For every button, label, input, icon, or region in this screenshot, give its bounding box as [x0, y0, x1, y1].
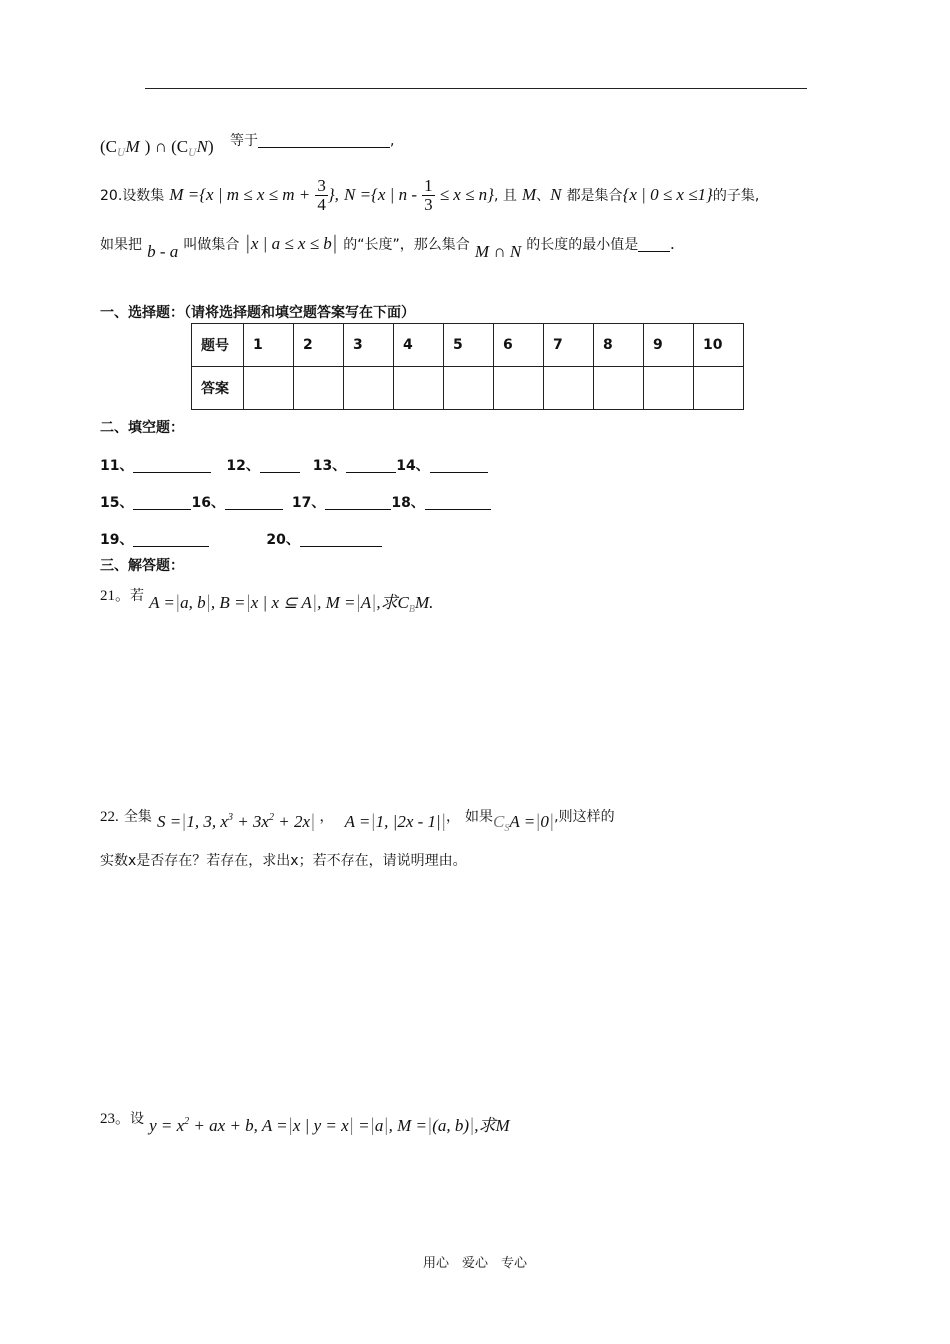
question-21: 21。若 A =|a, b|, B =|x | x ⊆ A|, M =|A|,求$C_BM$. — [100, 588, 434, 615]
fill-row-2: 15、 16、 17、 18、 — [100, 492, 491, 512]
fill-blank-12[interactable] — [260, 458, 300, 473]
fill-blank-11[interactable] — [133, 458, 211, 473]
table-number: 8 — [594, 324, 644, 367]
q20-line2: 如果把 b - a 叫做集合 |x | a ≤ x ≤ b| 的“长度”，那么集合 M ∩ N 的长度的最小值是 . — [100, 232, 675, 261]
answer-cell[interactable] — [544, 367, 594, 410]
q19-text: 等于 , — [230, 133, 395, 149]
question-22-line1: 22. 全集 S =|1, 3, $x^3 + 3x^2 + 2x|$ ， A =|1, |2x - 1||， 如果$C_SA =|0|$,则这样的 — [100, 809, 615, 834]
fill-blank-16[interactable] — [225, 495, 283, 510]
q20-blank[interactable] — [638, 237, 670, 252]
q19-blank[interactable] — [258, 133, 390, 148]
answer-cell[interactable] — [444, 367, 494, 410]
answer-cell[interactable] — [394, 367, 444, 410]
table-number: 2 — [294, 324, 344, 367]
section-fill-heading: 二、填空题： — [100, 420, 184, 436]
table-number: 10 — [694, 324, 744, 367]
table-header-label: 题号 — [192, 324, 244, 367]
q19-expression: ($C_UM$ ) ∩ $(C_UN)$ — [100, 137, 214, 159]
table-answer-label: 答案 — [192, 367, 244, 410]
table-number: 3 — [344, 324, 394, 367]
answer-cell[interactable] — [494, 367, 544, 410]
table-number: 6 — [494, 324, 544, 367]
fill-row-3: 19、 20、 — [100, 529, 382, 549]
fill-blank-18[interactable] — [425, 495, 491, 510]
answer-table-answer-row — [192, 367, 744, 410]
fill-blank-14[interactable] — [430, 458, 488, 473]
fill-blank-17[interactable] — [325, 495, 391, 510]
section-answer-heading: 三、解答题： — [100, 558, 184, 574]
fill-blank-15[interactable] — [133, 495, 191, 510]
fill-blank-13[interactable] — [346, 458, 396, 473]
question-23: 23。设 $y = x^2$ + ax + b, A =|x | y = x| =|a|, M =|(a, b)|,求M — [100, 1111, 510, 1136]
section-choice-heading: 一、选择题：（请将选择题和填空题答案写在下面） — [100, 305, 415, 321]
answer-cell[interactable] — [344, 367, 394, 410]
table-number: 4 — [394, 324, 444, 367]
answer-cell[interactable] — [294, 367, 344, 410]
answer-cell[interactable] — [594, 367, 644, 410]
table-number: 9 — [644, 324, 694, 367]
fill-blank-20[interactable] — [300, 532, 382, 547]
fill-row-1: 11、 12、 13、 14、 — [100, 455, 488, 475]
fraction-one-third: $\frac{1}{3}$ — [424, 176, 433, 214]
table-number: 5 — [444, 324, 494, 367]
answer-cell[interactable] — [644, 367, 694, 410]
fill-blank-19[interactable] — [133, 532, 209, 547]
question-22-line2: 实数x是否存在？若存在，求出x；若不存在，请说明理由。 — [100, 853, 467, 869]
table-number: 7 — [544, 324, 594, 367]
q20-line1: 20.设数集 M ={x | m ≤ x ≤ m + $\frac{3}{4}$ }, N ={x | n - $\frac{1}{3}$ ≤ x ≤ n}, 且 M、N 都是集合{x | 0 ≤ x ≤1}的子集, — [100, 176, 760, 214]
table-number: 1 — [244, 324, 294, 367]
answer-table — [191, 323, 744, 410]
header-rule — [145, 88, 807, 89]
answer-cell[interactable] — [244, 367, 294, 410]
page-footer: 用心 爱心 专心 — [422, 1256, 527, 1271]
answer-cell[interactable] — [694, 367, 744, 410]
answer-table-header-row — [192, 324, 744, 367]
fraction-three-quarters: $\frac{3}{4}$ — [317, 176, 326, 214]
